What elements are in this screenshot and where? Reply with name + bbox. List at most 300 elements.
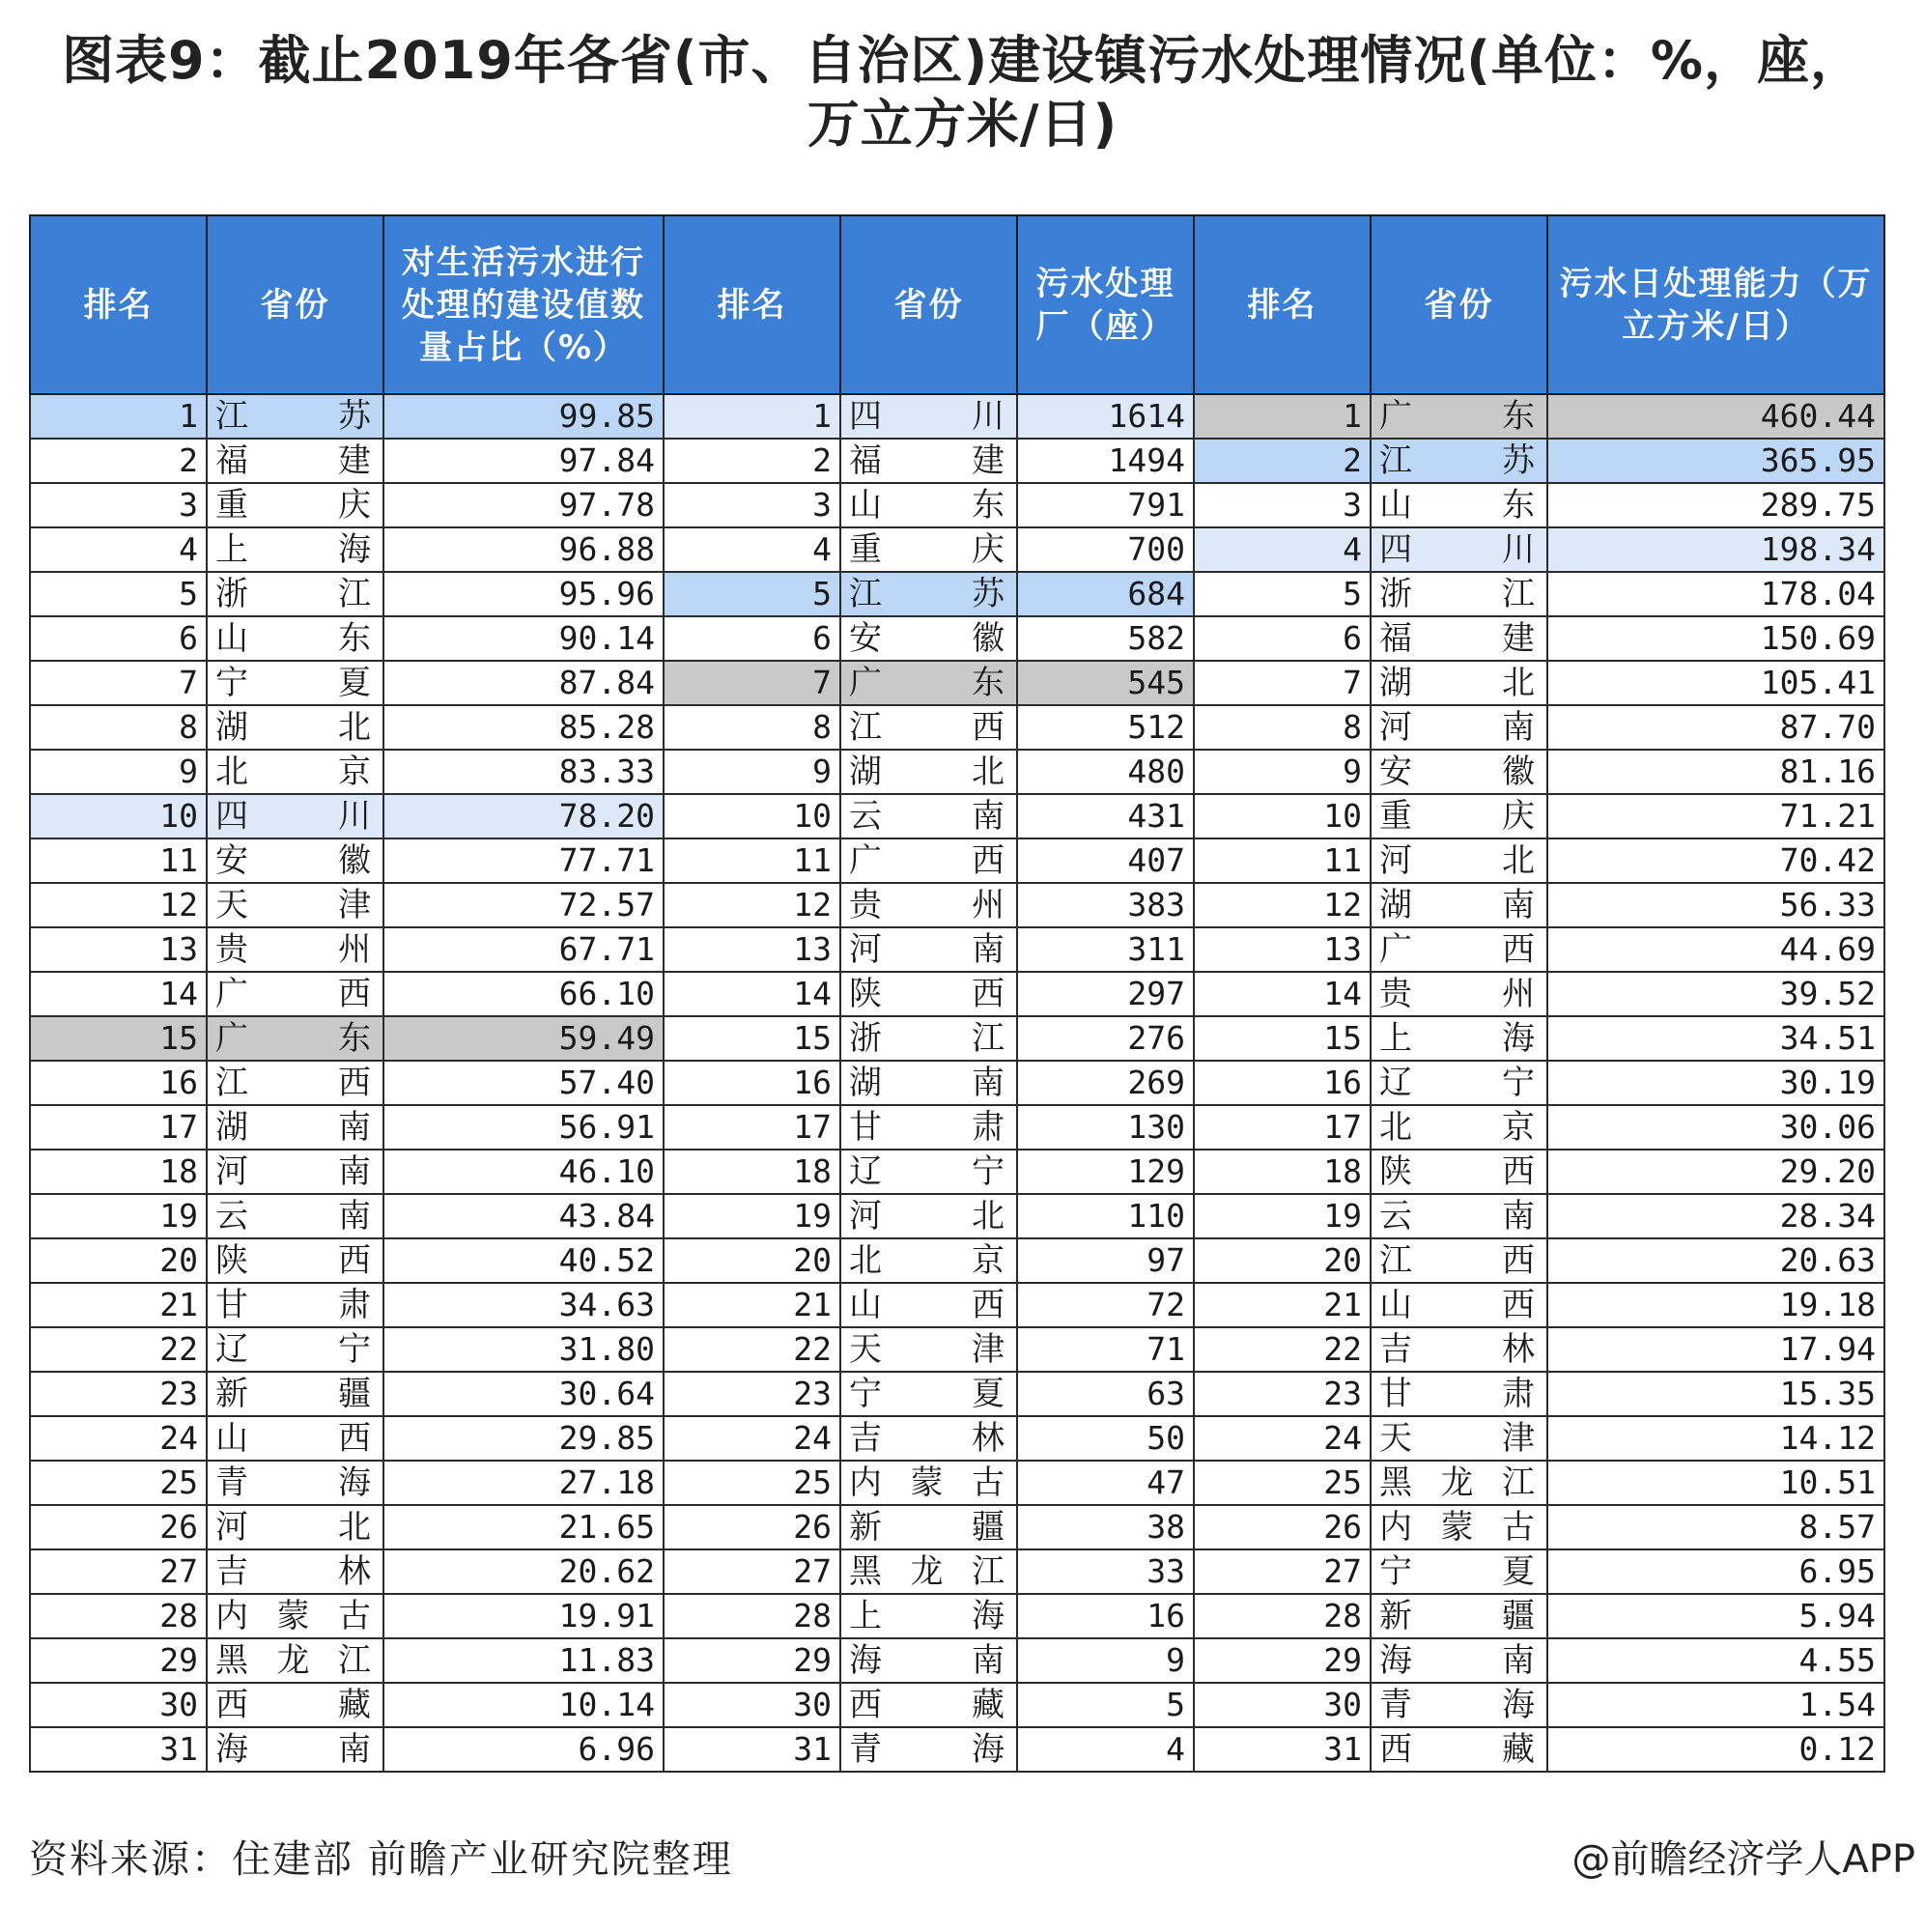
plants-rank-cell: 2 [664, 439, 840, 483]
plants-province-cell: 江苏 [840, 572, 1017, 616]
pct-value-cell: 43.84 [383, 1194, 664, 1238]
capacity-value-cell: 460.44 [1547, 394, 1884, 439]
capacity-rank-cell: 29 [1194, 1638, 1371, 1683]
header-province-1: 省份 [207, 215, 383, 394]
capacity-rank-cell: 21 [1194, 1283, 1371, 1327]
plants-value-cell: 480 [1017, 750, 1194, 794]
capacity-value-cell: 34.51 [1547, 1016, 1884, 1061]
capacity-province-cell: 河北 [1371, 838, 1547, 883]
plants-province-cell: 广西 [840, 838, 1017, 883]
header-province-2: 省份 [840, 215, 1017, 394]
plants-rank-cell: 1 [664, 394, 840, 439]
plants-value-cell: 297 [1017, 972, 1194, 1016]
pct-rank-cell: 7 [30, 661, 207, 705]
plants-province-cell: 黑龙江 [840, 1549, 1017, 1594]
pct-province-cell: 吉林 [207, 1549, 383, 1594]
capacity-value-cell: 10.51 [1547, 1461, 1884, 1505]
capacity-value-cell: 365.95 [1547, 439, 1884, 483]
capacity-rank-cell: 25 [1194, 1461, 1371, 1505]
capacity-province-cell: 广西 [1371, 927, 1547, 972]
capacity-rank-cell: 9 [1194, 750, 1371, 794]
plants-value-cell: 582 [1017, 616, 1194, 661]
pct-rank-cell: 15 [30, 1016, 207, 1061]
plants-value-cell: 1494 [1017, 439, 1194, 483]
pct-province-cell: 江西 [207, 1061, 383, 1105]
pct-province-cell: 湖南 [207, 1105, 383, 1150]
pct-value-cell: 72.57 [383, 883, 664, 927]
plants-province-cell: 吉林 [840, 1416, 1017, 1461]
plants-rank-cell: 19 [664, 1194, 840, 1238]
table-row [30, 1016, 1884, 1061]
pct-value-cell: 31.80 [383, 1327, 664, 1372]
capacity-rank-cell: 7 [1194, 661, 1371, 705]
capacity-value-cell: 87.70 [1547, 705, 1884, 750]
capacity-province-cell: 湖北 [1371, 661, 1547, 705]
table-row [30, 972, 1884, 1016]
capacity-value-cell: 19.18 [1547, 1283, 1884, 1327]
pct-province-cell: 云南 [207, 1194, 383, 1238]
capacity-province-cell: 北京 [1371, 1105, 1547, 1150]
capacity-value-cell: 71.21 [1547, 794, 1884, 838]
capacity-province-cell: 山西 [1371, 1283, 1547, 1327]
pct-province-cell: 海南 [207, 1727, 383, 1772]
table-row [30, 572, 1884, 616]
capacity-province-cell: 天津 [1371, 1416, 1547, 1461]
capacity-rank-cell: 27 [1194, 1549, 1371, 1594]
pct-rank-cell: 29 [30, 1638, 207, 1683]
plants-value-cell: 9 [1017, 1638, 1194, 1683]
capacity-province-cell: 海南 [1371, 1638, 1547, 1683]
capacity-province-cell: 陕西 [1371, 1150, 1547, 1194]
pct-value-cell: 97.84 [383, 439, 664, 483]
pct-province-cell: 福建 [207, 439, 383, 483]
plants-value-cell: 4 [1017, 1727, 1194, 1772]
header-plants: 污水处理厂（座） [1017, 215, 1194, 394]
pct-rank-cell: 8 [30, 705, 207, 750]
plants-province-cell: 新疆 [840, 1505, 1017, 1549]
capacity-rank-cell: 24 [1194, 1416, 1371, 1461]
capacity-province-cell: 辽宁 [1371, 1061, 1547, 1105]
plants-rank-cell: 18 [664, 1150, 840, 1194]
capacity-value-cell: 14.12 [1547, 1416, 1884, 1461]
capacity-province-cell: 宁夏 [1371, 1549, 1547, 1594]
table-row [30, 1727, 1884, 1772]
pct-rank-cell: 12 [30, 883, 207, 927]
pct-value-cell: 59.49 [383, 1016, 664, 1061]
plants-value-cell: 276 [1017, 1016, 1194, 1061]
table-row [30, 1505, 1884, 1549]
pct-province-cell: 浙江 [207, 572, 383, 616]
pct-value-cell: 57.40 [383, 1061, 664, 1105]
pct-province-cell: 北京 [207, 750, 383, 794]
plants-value-cell: 130 [1017, 1105, 1194, 1150]
capacity-value-cell: 39.52 [1547, 972, 1884, 1016]
pct-rank-cell: 2 [30, 439, 207, 483]
plants-rank-cell: 31 [664, 1727, 840, 1772]
pct-rank-cell: 22 [30, 1327, 207, 1372]
capacity-value-cell: 15.35 [1547, 1372, 1884, 1416]
plants-value-cell: 38 [1017, 1505, 1194, 1549]
pct-rank-cell: 28 [30, 1594, 207, 1638]
pct-rank-cell: 26 [30, 1505, 207, 1549]
table-row [30, 1594, 1884, 1638]
pct-value-cell: 34.63 [383, 1283, 664, 1327]
pct-value-cell: 46.10 [383, 1150, 664, 1194]
plants-province-cell: 青海 [840, 1727, 1017, 1772]
pct-rank-cell: 20 [30, 1238, 207, 1283]
pct-value-cell: 67.71 [383, 927, 664, 972]
plants-province-cell: 贵州 [840, 883, 1017, 927]
plants-province-cell: 河南 [840, 927, 1017, 972]
plants-rank-cell: 23 [664, 1372, 840, 1416]
pct-value-cell: 96.88 [383, 527, 664, 572]
pct-value-cell: 40.52 [383, 1238, 664, 1283]
plants-value-cell: 407 [1017, 838, 1194, 883]
source-note: 资料来源：住建部 前瞻产业研究院整理 [29, 1837, 733, 1882]
plants-rank-cell: 14 [664, 972, 840, 1016]
plants-province-cell: 甘肃 [840, 1105, 1017, 1150]
pct-rank-cell: 31 [30, 1727, 207, 1772]
table-row [30, 483, 1884, 527]
pct-province-cell: 重庆 [207, 483, 383, 527]
capacity-province-cell: 黑龙江 [1371, 1461, 1547, 1505]
plants-value-cell: 512 [1017, 705, 1194, 750]
plants-value-cell: 383 [1017, 883, 1194, 927]
capacity-value-cell: 198.34 [1547, 527, 1884, 572]
plants-province-cell: 江西 [840, 705, 1017, 750]
plants-province-cell: 北京 [840, 1238, 1017, 1283]
plants-rank-cell: 3 [664, 483, 840, 527]
capacity-value-cell: 56.33 [1547, 883, 1884, 927]
plants-rank-cell: 21 [664, 1283, 840, 1327]
pct-value-cell: 78.20 [383, 794, 664, 838]
pct-value-cell: 85.28 [383, 705, 664, 750]
capacity-rank-cell: 17 [1194, 1105, 1371, 1150]
pct-value-cell: 90.14 [383, 616, 664, 661]
capacity-rank-cell: 2 [1194, 439, 1371, 483]
pct-rank-cell: 9 [30, 750, 207, 794]
table-row [30, 1150, 1884, 1194]
capacity-rank-cell: 20 [1194, 1238, 1371, 1283]
pct-rank-cell: 27 [30, 1549, 207, 1594]
table-row [30, 927, 1884, 972]
capacity-value-cell: 5.94 [1547, 1594, 1884, 1638]
pct-rank-cell: 25 [30, 1461, 207, 1505]
plants-rank-cell: 8 [664, 705, 840, 750]
plants-value-cell: 97 [1017, 1238, 1194, 1283]
capacity-rank-cell: 16 [1194, 1061, 1371, 1105]
capacity-rank-cell: 28 [1194, 1594, 1371, 1638]
pct-rank-cell: 3 [30, 483, 207, 527]
plants-province-cell: 西藏 [840, 1683, 1017, 1727]
capacity-rank-cell: 18 [1194, 1150, 1371, 1194]
pct-value-cell: 27.18 [383, 1461, 664, 1505]
plants-value-cell: 545 [1017, 661, 1194, 705]
capacity-rank-cell: 14 [1194, 972, 1371, 1016]
pct-province-cell: 贵州 [207, 927, 383, 972]
header-rank-3: 排名 [1194, 215, 1371, 394]
pct-rank-cell: 5 [30, 572, 207, 616]
plants-rank-cell: 10 [664, 794, 840, 838]
plants-rank-cell: 4 [664, 527, 840, 572]
plants-province-cell: 宁夏 [840, 1372, 1017, 1416]
pct-rank-cell: 23 [30, 1372, 207, 1416]
table-row [30, 1416, 1884, 1461]
pct-value-cell: 20.62 [383, 1549, 664, 1594]
plants-rank-cell: 12 [664, 883, 840, 927]
capacity-rank-cell: 12 [1194, 883, 1371, 927]
pct-province-cell: 山西 [207, 1416, 383, 1461]
header-rank-2: 排名 [664, 215, 840, 394]
pct-province-cell: 山东 [207, 616, 383, 661]
table-row [30, 1549, 1884, 1594]
plants-rank-cell: 15 [664, 1016, 840, 1061]
pct-province-cell: 天津 [207, 883, 383, 927]
plants-province-cell: 重庆 [840, 527, 1017, 572]
capacity-province-cell: 新疆 [1371, 1594, 1547, 1638]
plants-rank-cell: 11 [664, 838, 840, 883]
plants-rank-cell: 28 [664, 1594, 840, 1638]
plants-value-cell: 791 [1017, 483, 1194, 527]
plants-rank-cell: 20 [664, 1238, 840, 1283]
pct-province-cell: 甘肃 [207, 1283, 383, 1327]
table-row [30, 1061, 1884, 1105]
plants-value-cell: 63 [1017, 1372, 1194, 1416]
plants-province-cell: 内蒙古 [840, 1461, 1017, 1505]
data-table-container [29, 214, 1883, 1773]
capacity-value-cell: 105.41 [1547, 661, 1884, 705]
capacity-value-cell: 30.19 [1547, 1061, 1884, 1105]
plants-province-cell: 湖北 [840, 750, 1017, 794]
pct-province-cell: 广西 [207, 972, 383, 1016]
capacity-province-cell: 甘肃 [1371, 1372, 1547, 1416]
table-row [30, 439, 1884, 483]
capacity-rank-cell: 11 [1194, 838, 1371, 883]
plants-province-cell: 山东 [840, 483, 1017, 527]
plants-rank-cell: 16 [664, 1061, 840, 1105]
capacity-province-cell: 吉林 [1371, 1327, 1547, 1372]
plants-value-cell: 5 [1017, 1683, 1194, 1727]
pct-province-cell: 内蒙古 [207, 1594, 383, 1638]
pct-rank-cell: 19 [30, 1194, 207, 1238]
capacity-province-cell: 安徽 [1371, 750, 1547, 794]
plants-value-cell: 72 [1017, 1283, 1194, 1327]
page-title: 图表9：截止2019年各省(市、自治区)建设镇污水处理情况(单位：%，座，万立方米/日) [61, 30, 1863, 155]
pct-province-cell: 江苏 [207, 394, 383, 439]
plants-value-cell: 129 [1017, 1150, 1194, 1194]
table-row [30, 616, 1884, 661]
pct-value-cell: 56.91 [383, 1105, 664, 1150]
plants-rank-cell: 9 [664, 750, 840, 794]
plants-province-cell: 上海 [840, 1594, 1017, 1638]
pct-province-cell: 黑龙江 [207, 1638, 383, 1683]
plants-rank-cell: 24 [664, 1416, 840, 1461]
plants-value-cell: 33 [1017, 1549, 1194, 1594]
pct-province-cell: 广东 [207, 1016, 383, 1061]
plants-province-cell: 天津 [840, 1327, 1017, 1372]
plants-rank-cell: 27 [664, 1549, 840, 1594]
table-row [30, 1327, 1884, 1372]
pct-value-cell: 10.14 [383, 1683, 664, 1727]
capacity-province-cell: 四川 [1371, 527, 1547, 572]
capacity-value-cell: 70.42 [1547, 838, 1884, 883]
capacity-province-cell: 湖南 [1371, 883, 1547, 927]
capacity-province-cell: 内蒙古 [1371, 1505, 1547, 1549]
capacity-value-cell: 0.12 [1547, 1727, 1884, 1772]
header-province-3: 省份 [1371, 215, 1547, 394]
plants-value-cell: 700 [1017, 527, 1194, 572]
plants-value-cell: 47 [1017, 1461, 1194, 1505]
capacity-value-cell: 1.54 [1547, 1683, 1884, 1727]
pct-rank-cell: 11 [30, 838, 207, 883]
pct-value-cell: 97.78 [383, 483, 664, 527]
capacity-province-cell: 云南 [1371, 1194, 1547, 1238]
pct-rank-cell: 6 [30, 616, 207, 661]
pct-value-cell: 29.85 [383, 1416, 664, 1461]
plants-rank-cell: 25 [664, 1461, 840, 1505]
capacity-rank-cell: 23 [1194, 1372, 1371, 1416]
pct-province-cell: 辽宁 [207, 1327, 383, 1372]
table-row [30, 1638, 1884, 1683]
plants-value-cell: 431 [1017, 794, 1194, 838]
capacity-rank-cell: 8 [1194, 705, 1371, 750]
header-capacity: 污水日处理能力（万立方米/日） [1547, 215, 1884, 394]
pct-rank-cell: 17 [30, 1105, 207, 1150]
pct-province-cell: 新疆 [207, 1372, 383, 1416]
plants-province-cell: 浙江 [840, 1016, 1017, 1061]
capacity-value-cell: 44.69 [1547, 927, 1884, 972]
capacity-value-cell: 8.57 [1547, 1505, 1884, 1549]
table-row [30, 838, 1884, 883]
capacity-value-cell: 20.63 [1547, 1238, 1884, 1283]
credit-note: @前瞻经济学人APP [1571, 1837, 1915, 1882]
pct-value-cell: 77.71 [383, 838, 664, 883]
plants-province-cell: 安徽 [840, 616, 1017, 661]
pct-value-cell: 95.96 [383, 572, 664, 616]
capacity-province-cell: 江西 [1371, 1238, 1547, 1283]
pct-rank-cell: 10 [30, 794, 207, 838]
capacity-rank-cell: 5 [1194, 572, 1371, 616]
capacity-province-cell: 浙江 [1371, 572, 1547, 616]
plants-value-cell: 16 [1017, 1594, 1194, 1638]
table-row [30, 883, 1884, 927]
table-row [30, 1461, 1884, 1505]
capacity-value-cell: 30.06 [1547, 1105, 1884, 1150]
pct-rank-cell: 14 [30, 972, 207, 1016]
capacity-rank-cell: 10 [1194, 794, 1371, 838]
pct-province-cell: 河南 [207, 1150, 383, 1194]
pct-value-cell: 6.96 [383, 1727, 664, 1772]
pct-province-cell: 西藏 [207, 1683, 383, 1727]
table-row [30, 1105, 1884, 1150]
plants-rank-cell: 30 [664, 1683, 840, 1727]
plants-rank-cell: 13 [664, 927, 840, 972]
capacity-rank-cell: 13 [1194, 927, 1371, 972]
capacity-rank-cell: 30 [1194, 1683, 1371, 1727]
plants-rank-cell: 22 [664, 1327, 840, 1372]
capacity-value-cell: 28.34 [1547, 1194, 1884, 1238]
capacity-rank-cell: 22 [1194, 1327, 1371, 1372]
capacity-province-cell: 广东 [1371, 394, 1547, 439]
capacity-value-cell: 178.04 [1547, 572, 1884, 616]
capacity-rank-cell: 19 [1194, 1194, 1371, 1238]
pct-rank-cell: 1 [30, 394, 207, 439]
capacity-rank-cell: 31 [1194, 1727, 1371, 1772]
table-row [30, 394, 1884, 439]
pct-province-cell: 湖北 [207, 705, 383, 750]
capacity-province-cell: 河南 [1371, 705, 1547, 750]
plants-rank-cell: 6 [664, 616, 840, 661]
table-row [30, 1683, 1884, 1727]
capacity-province-cell: 上海 [1371, 1016, 1547, 1061]
plants-rank-cell: 29 [664, 1638, 840, 1683]
table-row [30, 1194, 1884, 1238]
table-row [30, 705, 1884, 750]
pct-rank-cell: 21 [30, 1283, 207, 1327]
capacity-rank-cell: 6 [1194, 616, 1371, 661]
pct-rank-cell: 24 [30, 1416, 207, 1461]
pct-rank-cell: 16 [30, 1061, 207, 1105]
pct-province-cell: 青海 [207, 1461, 383, 1505]
plants-province-cell: 山西 [840, 1283, 1017, 1327]
plants-value-cell: 269 [1017, 1061, 1194, 1105]
pct-province-cell: 河北 [207, 1505, 383, 1549]
capacity-value-cell: 289.75 [1547, 483, 1884, 527]
capacity-value-cell: 29.20 [1547, 1150, 1884, 1194]
pct-value-cell: 66.10 [383, 972, 664, 1016]
plants-province-cell: 四川 [840, 394, 1017, 439]
plants-province-cell: 湖南 [840, 1061, 1017, 1105]
pct-value-cell: 87.84 [383, 661, 664, 705]
table-row [30, 1372, 1884, 1416]
pct-province-cell: 陕西 [207, 1238, 383, 1283]
pct-province-cell: 上海 [207, 527, 383, 572]
pct-value-cell: 30.64 [383, 1372, 664, 1416]
header-rank-1: 排名 [30, 215, 207, 394]
plants-province-cell: 辽宁 [840, 1150, 1017, 1194]
pct-rank-cell: 30 [30, 1683, 207, 1727]
pct-value-cell: 19.91 [383, 1594, 664, 1638]
capacity-value-cell: 6.95 [1547, 1549, 1884, 1594]
capacity-province-cell: 西藏 [1371, 1727, 1547, 1772]
plants-rank-cell: 7 [664, 661, 840, 705]
capacity-province-cell: 青海 [1371, 1683, 1547, 1727]
table-row [30, 750, 1884, 794]
pct-value-cell: 21.65 [383, 1505, 664, 1549]
table-row [30, 1238, 1884, 1283]
plants-province-cell: 河北 [840, 1194, 1017, 1238]
table-row [30, 661, 1884, 705]
capacity-value-cell: 17.94 [1547, 1327, 1884, 1372]
plants-province-cell: 福建 [840, 439, 1017, 483]
plants-value-cell: 50 [1017, 1416, 1194, 1461]
pct-province-cell: 四川 [207, 794, 383, 838]
pct-value-cell: 83.33 [383, 750, 664, 794]
capacity-province-cell: 重庆 [1371, 794, 1547, 838]
plants-rank-cell: 26 [664, 1505, 840, 1549]
capacity-province-cell: 福建 [1371, 616, 1547, 661]
plants-value-cell: 71 [1017, 1327, 1194, 1372]
plants-province-cell: 陕西 [840, 972, 1017, 1016]
table-row [30, 527, 1884, 572]
capacity-value-cell: 81.16 [1547, 750, 1884, 794]
table-row [30, 1283, 1884, 1327]
data-table [29, 214, 1885, 1773]
plants-value-cell: 684 [1017, 572, 1194, 616]
table-body [30, 394, 1884, 1772]
table-row [30, 794, 1884, 838]
plants-value-cell: 1614 [1017, 394, 1194, 439]
